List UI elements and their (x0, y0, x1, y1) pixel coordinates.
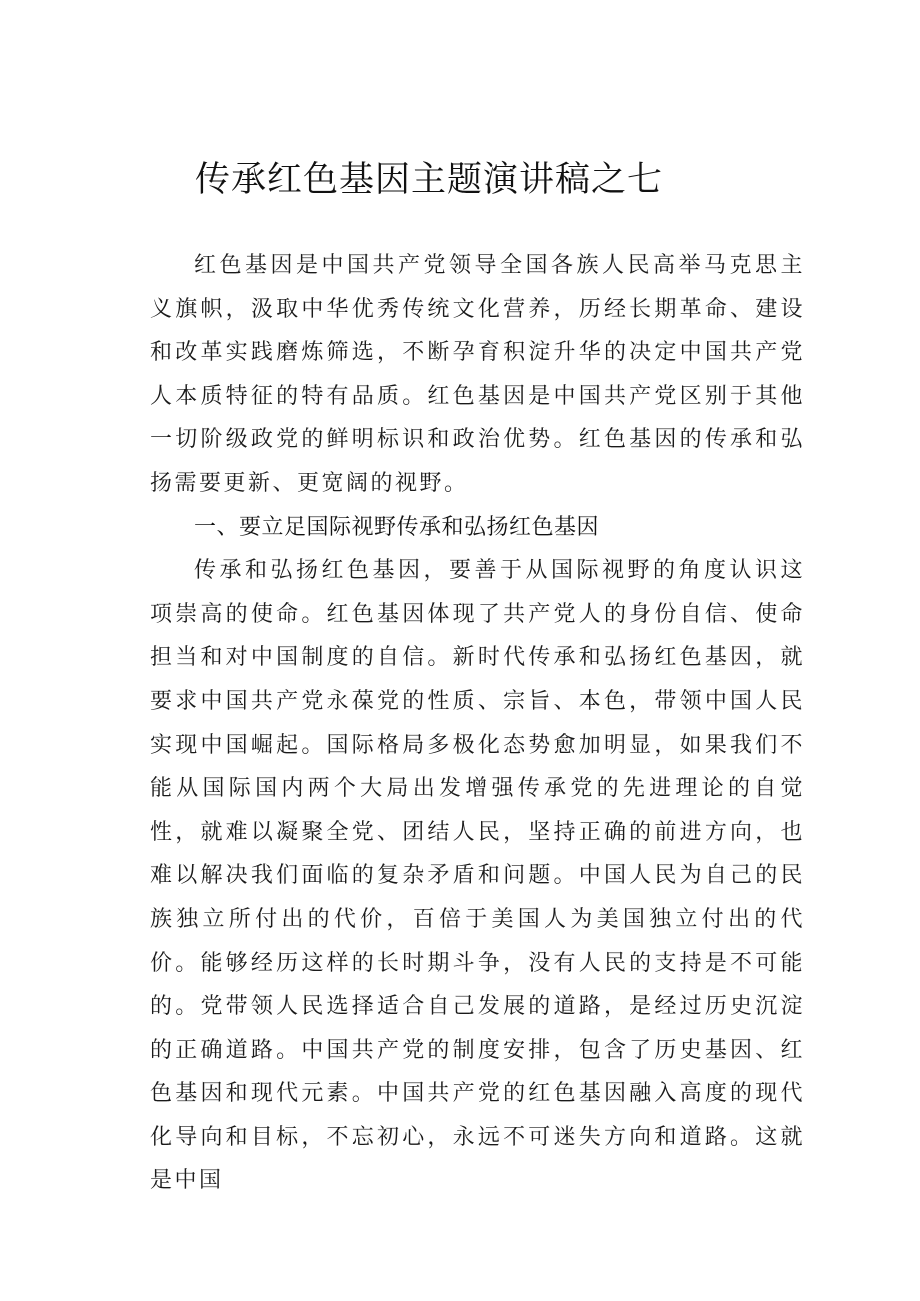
document-title: 传承红色基因主题演讲稿之七 (195, 160, 664, 200)
section-1-paragraph: 传承和弘扬红色基因，要善于从国际视野的角度认识这项崇高的使命。红色基因体现了共产党人的身份自信、使命担当和对中国制度的自信。新时代传承和弘扬红色基因，就要求中国共产党永葆党的性质、宗旨、本色，带领中国人民实现中国崛起。国际格局多极化态势愈加明显，如果我们不能从国际国内两个大局出发增强传承党的先进理论的自觉性，就难以凝聚全党、团结人民，坚持正确的前进方向，也难以解决我们面临的复杂矛盾和问题。中国人民为自己的民族独立所付出的代价，百倍于美国人为美国独立付出的代价。能够经历这样的长时期斗争，没有人民的支持是不可能的。党带领人民选择适合自己发展的道路，是经过历史沉淀的正确道路。中国共产党的制度安排，包含了历史基因、红色基因和现代元素。中国共产党的红色基因融入高度的现代化导向和目标，不忘初心，永远不可迷失方向和道路。这就是中国 (150, 558, 805, 1194)
section-heading-1: 一、要立足国际视野传承和弘扬红色基因 (194, 514, 600, 540)
intro-paragraph: 红色基因是中国共产党领导全国各族人民高举马克思主义旗帜，汲取中华优秀传统文化营养，历经长期革命、建设和改革实践磨炼筛选，不断孕育积淀升华的决定中国共产党人本质特征的特有品质。红色基因是中国共产党区别于其他一切阶级政党的鲜明标识和政治优势。红色基因的传承和弘扬需要更新、更宽阔的视野。 (150, 253, 805, 496)
document-body (150, 244, 805, 1203)
